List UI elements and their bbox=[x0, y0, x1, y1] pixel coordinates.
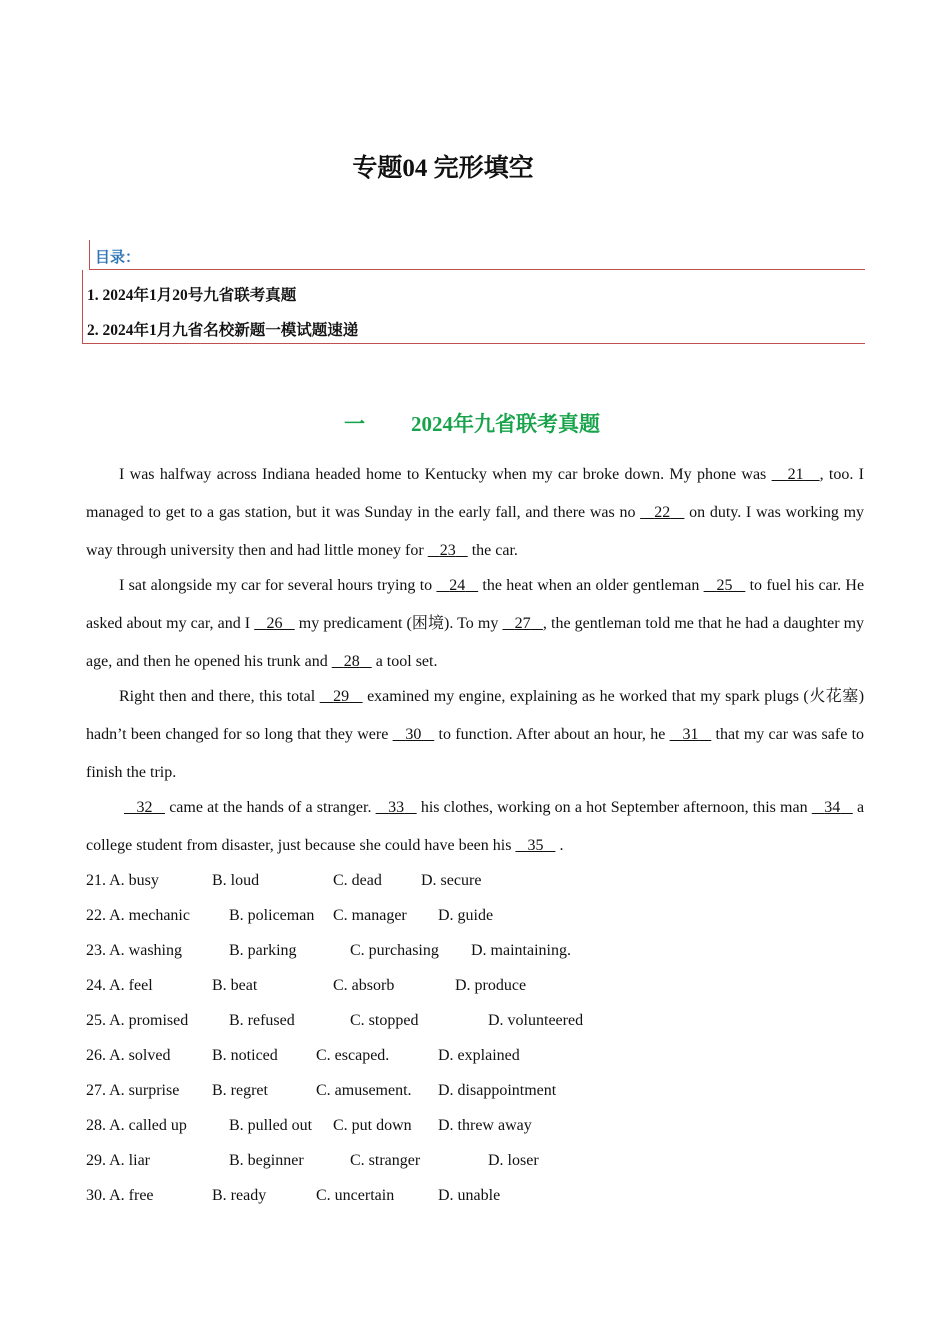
q28-option-d: D. threw away bbox=[438, 1117, 532, 1134]
blank-25: 25 bbox=[716, 577, 733, 594]
blank-24: 24 bbox=[449, 577, 466, 594]
q21-option-a: 21. A. busy bbox=[86, 872, 159, 889]
toc-list bbox=[82, 270, 865, 344]
page-title: 专题04 完形填空 bbox=[352, 155, 534, 182]
q29-option-c: C. stranger bbox=[350, 1152, 421, 1169]
q30-option-c: C. uncertain bbox=[316, 1187, 395, 1204]
q24-option-b: B. beat bbox=[212, 977, 258, 994]
passage-paragraph-3: Right then and there, this total 29 examined my engine, explaining as he worked that my spark plugs (火花塞) hadn’t been changed for so long that they were 30 to function. After about an hour, he 31 that my car was safe to finish the trip. bbox=[86, 688, 865, 781]
q29-option-d: D. loser bbox=[488, 1152, 539, 1169]
toc-item-1[interactable]: 1. 2024年1月20号九省联考真题 bbox=[87, 287, 297, 304]
q26-option-b: B. noticed bbox=[212, 1047, 278, 1064]
blank-29: 29 bbox=[333, 688, 350, 705]
q29-option-b: B. beginner bbox=[229, 1152, 304, 1169]
toc-header bbox=[89, 240, 865, 270]
blank-32: 32 bbox=[136, 799, 153, 816]
section-heading bbox=[344, 408, 600, 438]
q27-option-c: C. amusement. bbox=[316, 1082, 412, 1099]
q24-option-c: C. absorb bbox=[333, 977, 395, 994]
passage-paragraph-4: 32 came at the hands of a stranger. 33 his clothes, working on a hot September afternoon, this man 34 a college student from disaster, just because she could have been his 35 . bbox=[86, 799, 865, 854]
q22-option-b: B. policeman bbox=[229, 907, 315, 924]
q23-option-d: D. maintaining. bbox=[471, 942, 571, 959]
q26-option-a: 26. A. solved bbox=[86, 1047, 171, 1064]
q30-option-b: B. ready bbox=[212, 1187, 267, 1204]
blank-26: 26 bbox=[266, 615, 283, 632]
blank-35: 35 bbox=[527, 837, 544, 854]
passage-paragraph-2: I sat alongside my car for several hours trying to 24 the heat when an older gentleman 25 to fuel his car. He asked about my car, and I 26 my predicament (困境). To my 27 , the gentleman told me that he had a daughter my age, and then he opened his trunk and 28 a tool set. bbox=[86, 577, 865, 670]
blank-27: 27 bbox=[514, 615, 531, 632]
q23-option-a: 23. A. washing bbox=[86, 942, 182, 959]
q29-option-a: 29. A. liar bbox=[86, 1152, 150, 1169]
q28-option-b: B. pulled out bbox=[229, 1117, 313, 1134]
section-title: 2024年九省联考真题 bbox=[411, 412, 600, 436]
q23-option-b: B. parking bbox=[229, 942, 297, 959]
blank-33: 33 bbox=[388, 799, 405, 816]
q27-option-a: 27. A. surprise bbox=[86, 1082, 180, 1099]
q21-option-d: D. secure bbox=[421, 872, 482, 889]
q27-option-d: D. disappointment bbox=[438, 1082, 557, 1099]
blank-28: 28 bbox=[343, 653, 360, 670]
q28-option-c: C. put down bbox=[333, 1117, 412, 1134]
q22-option-d: D. guide bbox=[438, 907, 494, 924]
q22-option-c: C. manager bbox=[333, 907, 407, 924]
q30-option-d: D. unable bbox=[438, 1187, 501, 1204]
q26-option-c: C. escaped. bbox=[316, 1047, 390, 1064]
blank-21: 21 bbox=[787, 466, 804, 483]
q27-option-b: B. regret bbox=[212, 1082, 268, 1099]
section-number: 一 bbox=[344, 412, 365, 436]
blank-34: 34 bbox=[824, 799, 841, 816]
q21-option-b: B. loud bbox=[212, 872, 260, 889]
q30-option-a: 30. A. free bbox=[86, 1187, 154, 1204]
q25-option-b: B. refused bbox=[229, 1012, 295, 1029]
q25-option-c: C. stopped bbox=[350, 1012, 419, 1029]
blank-31: 31 bbox=[682, 726, 699, 743]
q23-option-c: C. purchasing bbox=[350, 942, 439, 959]
q22-option-a: 22. A. mechanic bbox=[86, 907, 190, 924]
q25-option-a: 25. A. promised bbox=[86, 1012, 189, 1029]
q25-option-d: D. volunteered bbox=[488, 1012, 584, 1029]
q26-option-d: D. explained bbox=[438, 1047, 520, 1064]
passage-paragraph-1: I was halfway across Indiana headed home to Kentucky when my car broke down. My phone was 21 , too. I managed to get to a gas station, but it was Sunday in the early fall, and there was no 22 on duty. I was working my way through university then and had little money for 23 the car. bbox=[86, 466, 865, 559]
q24-option-a: 24. A. feel bbox=[86, 977, 153, 994]
blank-23: 23 bbox=[439, 542, 456, 559]
toc-item-2[interactable]: 2. 2024年1月九省名校新题一模试题速递 bbox=[87, 322, 359, 339]
blank-30: 30 bbox=[405, 726, 422, 743]
toc-heading: 目录： bbox=[95, 250, 141, 266]
q21-option-c: C. dead bbox=[333, 872, 382, 889]
q28-option-a: 28. A. called up bbox=[86, 1117, 187, 1134]
q24-option-d: D. produce bbox=[455, 977, 527, 994]
blank-22: 22 bbox=[654, 504, 671, 521]
